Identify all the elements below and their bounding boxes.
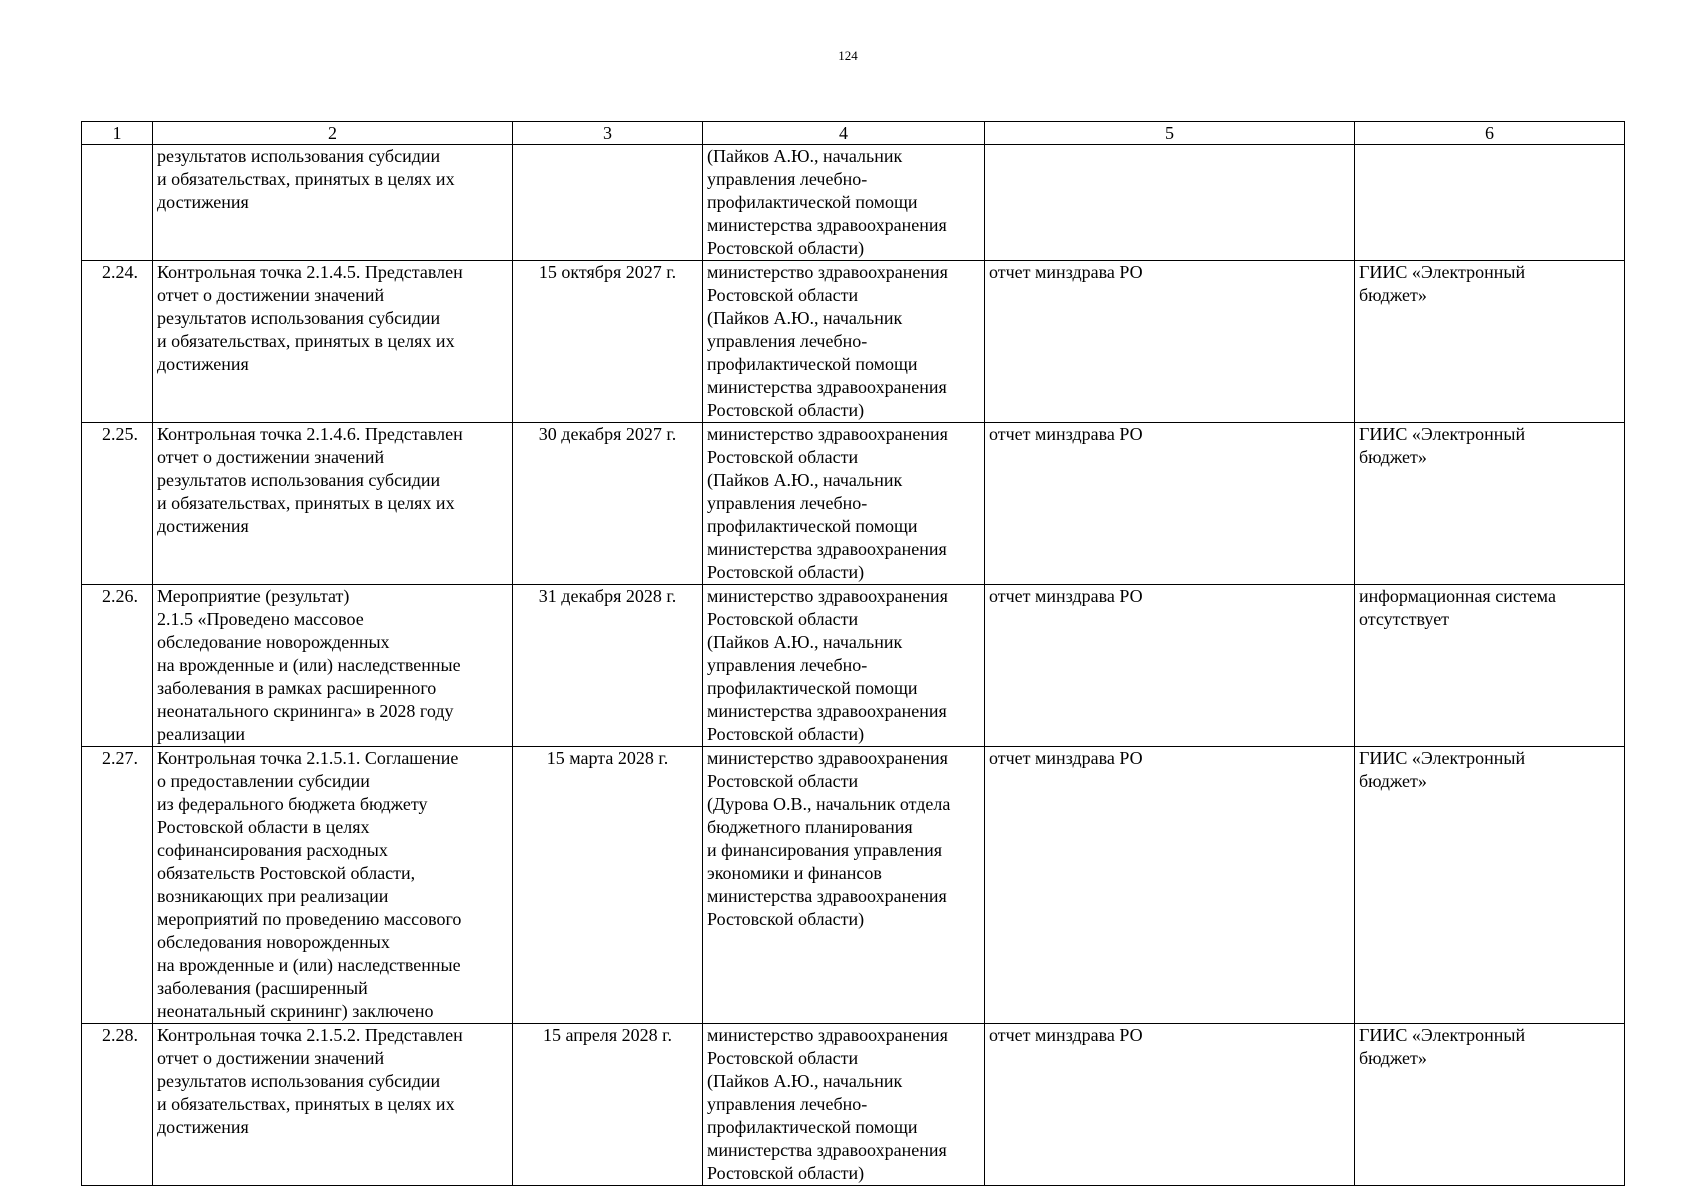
responsible: министерство здравоохранения Ростовской области (Пайков А.Ю., начальник управления лечебно- профилактической помощи министерства здравоохранения Ростовской области) [703,585,985,747]
due-date: 15 марта 2028 г. [513,747,703,1024]
due-date: 31 декабря 2028 г. [513,585,703,747]
document-type: отчет минздрава РО [985,1024,1355,1186]
responsible: (Пайков А.Ю., начальник управления лечебно- профилактической помощи министерства здравоохранения Ростовской области) [703,145,985,261]
event-name: Контрольная точка 2.1.4.5. Представлен отчет о достижении значений результатов использования субсидии и обязательствах, принятых в целях их достижения [153,261,513,423]
table-row [82,261,1625,423]
responsible: министерство здравоохранения Ростовской области (Пайков А.Ю., начальник управления лечебно- профилактической помощи министерства здравоохранения Ростовской области) [703,423,985,585]
info-system [1355,145,1625,261]
due-date [513,145,703,261]
event-name: результатов использования субсидии и обязательствах, принятых в целях их достижения [153,145,513,261]
document-type: отчет минздрава РО [985,747,1355,1024]
event-name: Мероприятие (результат) 2.1.5 «Проведено массовое обследование новорожденных на врожденные и (или) наследственные заболевания в рамках расширенного неонатального скрининга» в 2028 году реализации [153,585,513,747]
table-row [82,1024,1625,1186]
document-type: отчет минздрава РО [985,261,1355,423]
info-system: информационная система отсутствует [1355,585,1625,747]
event-name: Контрольная точка 2.1.5.2. Представлен отчет о достижении значений результатов использования субсидии и обязательствах, принятых в целях их достижения [153,1024,513,1186]
header-col-3: 3 [513,122,703,145]
header-col-2: 2 [153,122,513,145]
event-name: Контрольная точка 2.1.5.1. Соглашение о предоставлении субсидии из федерального бюджета бюджету Ростовской области в целях софинансирования расходных обязательств Ростовской области, возникающих при реализации мероприятий по проведению массового обследования новорожденных на врожденные и (или) наследственные заболевания (расширенный неонатальный скрининг) заключено [153,747,513,1024]
plan-table [81,121,1625,1186]
document-type: отчет минздрава РО [985,423,1355,585]
header-col-6: 6 [1355,122,1625,145]
table-row [82,145,1625,261]
info-system: ГИИС «Электронный бюджет» [1355,261,1625,423]
table-row [82,423,1625,585]
document-type [985,145,1355,261]
responsible: министерство здравоохранения Ростовской области (Пайков А.Ю., начальник управления лечебно- профилактической помощи министерства здравоохранения Ростовской области) [703,261,985,423]
info-system: ГИИС «Электронный бюджет» [1355,423,1625,585]
due-date: 15 октября 2027 г. [513,261,703,423]
header-col-4: 4 [703,122,985,145]
info-system: ГИИС «Электронный бюджет» [1355,747,1625,1024]
header-col-5: 5 [985,122,1355,145]
page-number: 124 [838,48,858,63]
document-type: отчет минздрава РО [985,585,1355,747]
table-row [82,585,1625,747]
header-col-1: 1 [82,122,153,145]
row-number [82,145,153,261]
table-row [82,747,1625,1024]
header-row [82,122,1625,145]
row-number: 2.26. [82,585,153,747]
responsible: министерство здравоохранения Ростовской области (Дурова О.В., начальник отдела бюджетного планирования и финансирования управления экономики и финансов министерства здравоохранения Ростовской области) [703,747,985,1024]
due-date: 30 декабря 2027 г. [513,423,703,585]
responsible: министерство здравоохранения Ростовской области (Пайков А.Ю., начальник управления лечебно- профилактической помощи министерства здравоохранения Ростовской области) [703,1024,985,1186]
info-system: ГИИС «Электронный бюджет» [1355,1024,1625,1186]
event-name: Контрольная точка 2.1.4.6. Представлен отчет о достижении значений результатов использования субсидии и обязательствах, принятых в целях их достижения [153,423,513,585]
row-number: 2.24. [82,261,153,423]
due-date: 15 апреля 2028 г. [513,1024,703,1186]
row-number: 2.25. [82,423,153,585]
row-number: 2.27. [82,747,153,1024]
row-number: 2.28. [82,1024,153,1186]
